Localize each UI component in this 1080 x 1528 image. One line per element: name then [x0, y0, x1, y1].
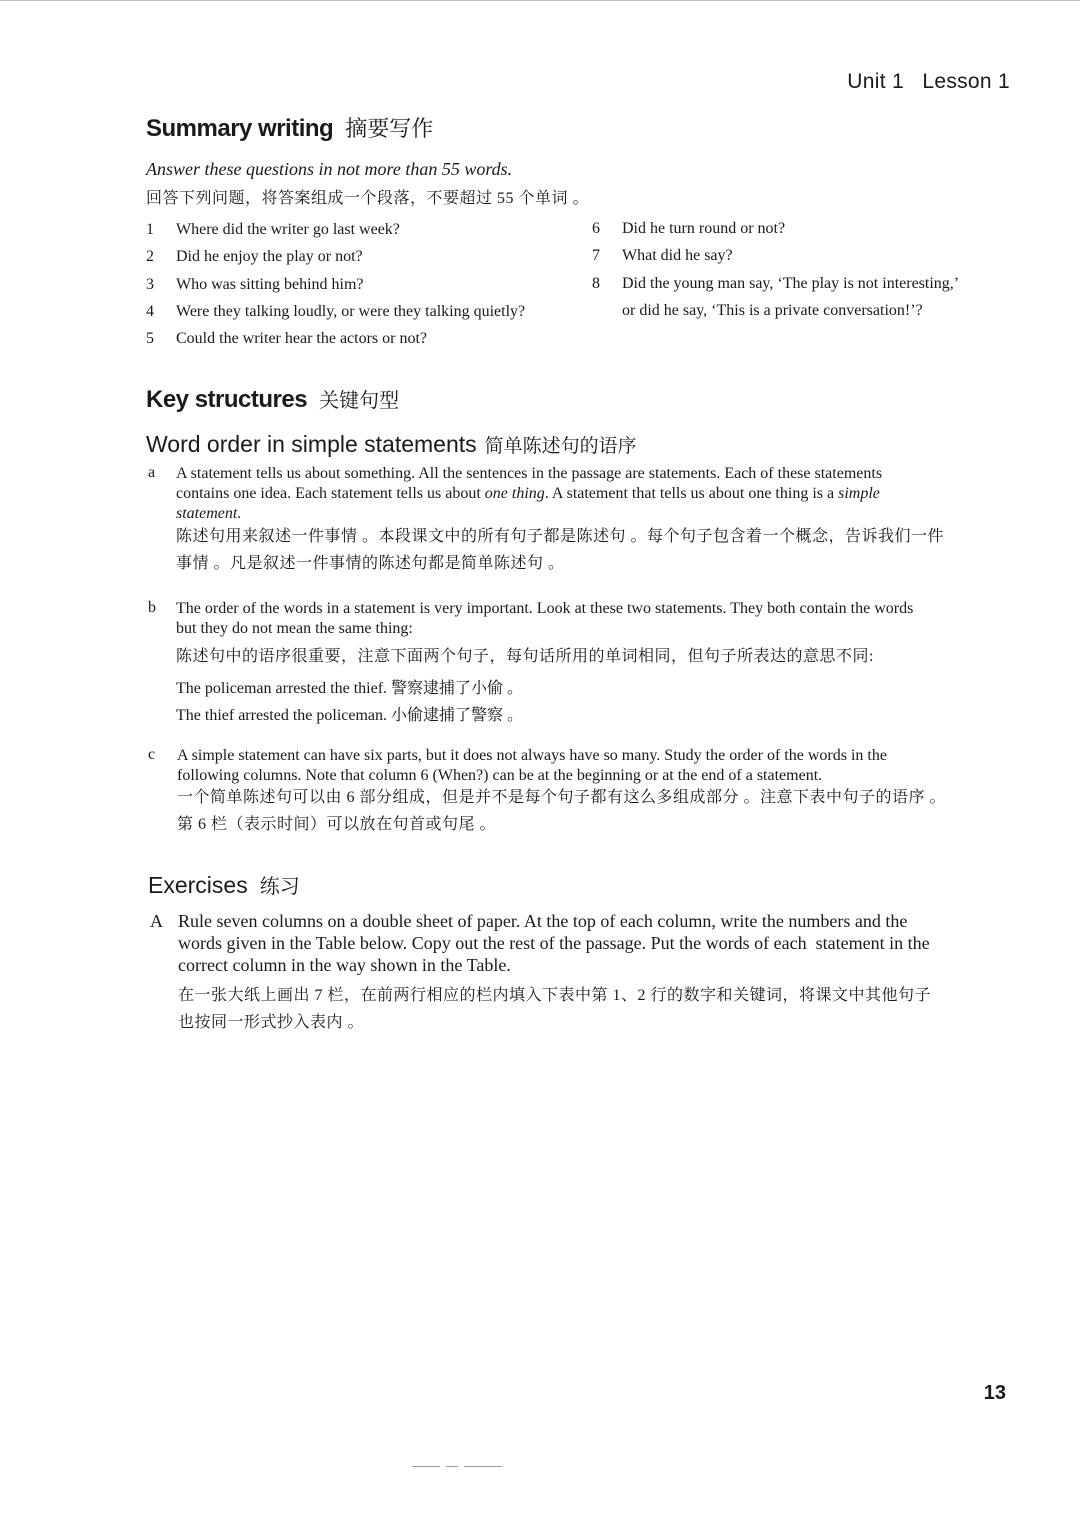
- example-sentence-1: The policeman arrested the thief. 警察逮捕了小偷 。: [176, 680, 524, 697]
- question-item: 1 Where did the writer go last week?: [146, 221, 400, 238]
- exercises-title-cn: 练习: [259, 876, 300, 898]
- key-structures-title-cn: 关键句型: [319, 390, 400, 412]
- exercises-title-en: Exercises: [148, 872, 248, 898]
- paragraph-b-en: The order of the words in a statement is very important. Look at these two statements. They both contain the words but they do not mean the same thing:: [176, 600, 914, 637]
- question-item: 4 Were they talking loudly, or were they talking quietly?: [146, 303, 526, 320]
- question-item: 2 Did he enjoy the play or not?: [146, 248, 363, 265]
- word-order-title-cn: 简单陈述句的语序: [484, 436, 637, 457]
- exercises-heading: [148, 870, 300, 899]
- paragraph-c-en: A simple statement can have six parts, but it does not always have so many. Study the order of the words in the following columns. Note that column 6 (When?) can be at the beginning or at the end of a statement.: [177, 747, 887, 784]
- question-item: 6 Did he turn round or not?: [592, 220, 786, 237]
- key-structures-title-en: Key structures: [146, 386, 308, 413]
- question-item: 5 Could the writer hear the actors or not?: [146, 330, 428, 347]
- question-item: 8 Did the young man say, ‘The play is not interesting,’: [592, 275, 960, 292]
- paragraph-label-a: a: [148, 464, 156, 481]
- top-border-line: [0, 0, 1080, 1]
- example-sentence-2: The thief arrested the policeman. 小偷逮捕了警察 。: [176, 707, 524, 724]
- scan-artifact: [464, 1466, 502, 1467]
- key-structures-heading: [146, 384, 399, 414]
- scan-artifact: [412, 1466, 440, 1467]
- exercise-a-en: Rule seven columns on a double sheet of paper. At the top of each column, write the numbers and the words given in the Table below. Copy out the rest of the passage. Put the words of each statement in the correct column in the way shown in the Table.: [178, 911, 930, 975]
- paragraph-label-c: c: [148, 746, 156, 763]
- question-item: 3 Who was sitting behind him?: [146, 276, 364, 293]
- summary-instruction-cn: 回答下列问题，将答案组成一个段落，不要超过 55 个单词 。: [146, 190, 590, 207]
- question-item-continuation: or did he say, ‘This is a private conversation!’?: [622, 302, 923, 319]
- paragraph-a-en: A statement tells us about something. All the sentences in the passage are statements. Each of these statements contains one idea. Each statement tells us about one thing. A statement that tells us about one thing is a simple statement.: [176, 465, 883, 522]
- paragraph-a-cn: 陈述句用来叙述一件事情 。本段课文中的所有句子都是陈述句 。每个句子包含着一个概念，告诉我们一件 事情 。凡是叙述一件事情的陈述句都是简单陈述句 。: [176, 528, 945, 572]
- word-order-title-en: Word order in simple statements: [146, 431, 477, 457]
- page-number: 13: [983, 1382, 1006, 1404]
- exercise-a-cn: 在一张大纸上画出 7 栏，在前两行相应的栏内填入下表中第 1、2 行的数字和关键词，将课文中其他句子 也按同一形式抄入表内 。: [178, 987, 932, 1031]
- exercise-label-a: A: [150, 911, 163, 931]
- summary-title-en: Summary writing: [146, 115, 334, 142]
- scan-artifact: [446, 1466, 458, 1467]
- summary-instruction-en: Answer these questions in not more than 55 words.: [146, 159, 513, 179]
- paragraph-label-b: b: [148, 599, 156, 616]
- paragraph-b-cn: 陈述句中的语序很重要，注意下面两个句子，每句话所用的单词相同，但句子所表达的意思不同:: [176, 648, 874, 665]
- unit-lesson-header: Unit 1 Lesson 1: [847, 70, 1010, 93]
- paragraph-c-cn: 一个简单陈述句可以由 6 部分组成，但是并不是每个句子都有这么多组成部分 。注意下表中句子的语序 。 第 6 栏（表示时间）可以放在句首或句尾 。: [177, 789, 947, 833]
- question-item: 7 What did he say?: [592, 247, 733, 264]
- word-order-subheading: [146, 431, 637, 458]
- summary-heading: [146, 112, 433, 143]
- summary-title-cn: 摘要写作: [345, 116, 434, 141]
